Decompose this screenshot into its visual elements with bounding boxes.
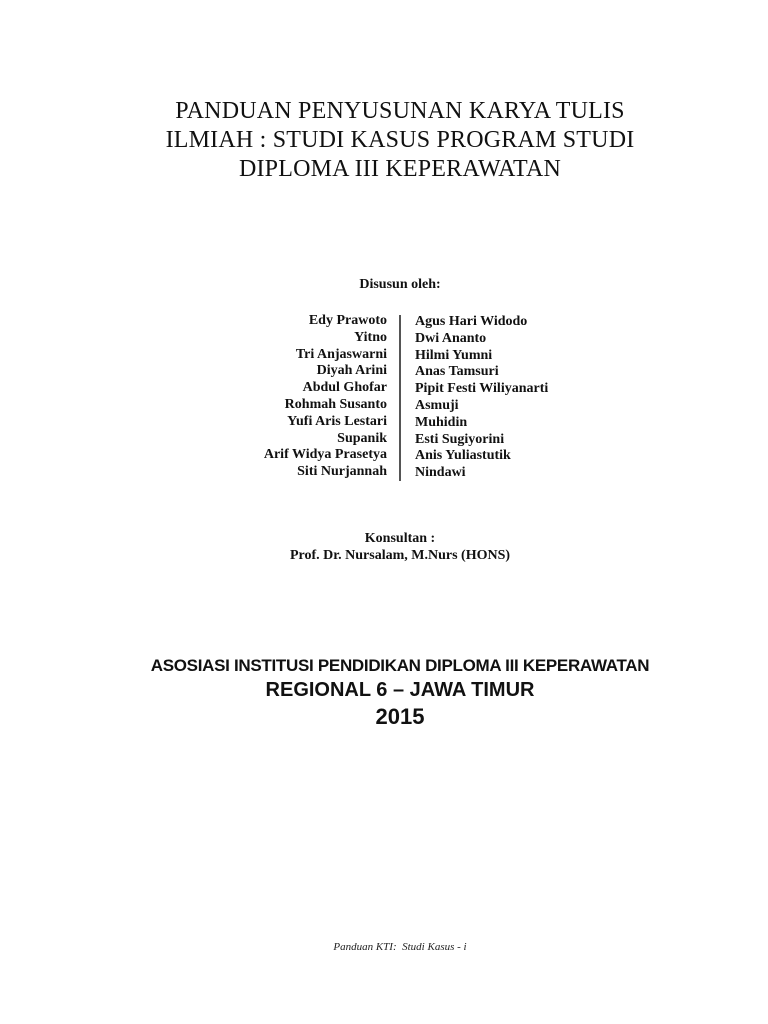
author-name: Pipit Festi Wiliyanarti <box>415 381 549 397</box>
title-line-1: PANDUAN PENYUSUNAN KARYA TULIS <box>175 98 625 124</box>
author-name: Anas Tamsuri <box>415 364 499 380</box>
page-footer: Panduan KTI: Studi Kasus - i <box>333 941 467 953</box>
author-name: Siti Nurjannah <box>297 464 387 480</box>
publication-year: 2015 <box>375 704 425 729</box>
document-title <box>0 97 768 184</box>
authors-right-column <box>415 314 548 482</box>
author-name: Diyah Arini <box>316 363 387 379</box>
author-name: Asmuji <box>415 397 459 413</box>
byline-label: Disusun oleh: <box>359 277 441 292</box>
institution-region: REGIONAL 6 – JAWA TIMUR <box>265 679 535 701</box>
title-line-2: ILMIAH : STUDI KASUS PROGRAM STUDI <box>165 127 635 153</box>
author-name: Tri Anjaswarni <box>295 346 387 362</box>
institution-block <box>0 655 768 731</box>
author-name: Edy Prawoto <box>308 313 387 328</box>
author-name: Hilmi Yumni <box>415 347 493 363</box>
author-name: Agus Hari Widodo <box>415 314 528 329</box>
column-divider <box>399 315 401 481</box>
author-name: Dwi Ananto <box>415 330 487 346</box>
author-name: Yitno <box>354 329 387 345</box>
author-name: Supanik <box>337 430 387 446</box>
author-name: Yufi Aris Lestari <box>287 413 387 429</box>
title-line-3: DIPLOMA III KEPERAWATAN <box>238 156 562 182</box>
author-name: Muhidin <box>415 414 468 430</box>
author-name: Nindawi <box>415 465 466 481</box>
author-name: Abdul Ghofar <box>302 380 387 396</box>
consultant-label: Konsultan : <box>364 531 436 546</box>
institution-name: ASOSIASI INSTITUSI PENDIDIKAN DIPLOMA III KEPERAWATAN <box>150 656 650 675</box>
author-name: Arif Widya Prasetya <box>263 447 387 463</box>
consultant-name: Prof. Dr. Nursalam, M.Nurs (HONS) <box>289 548 511 563</box>
author-name: Anis Yuliastutik <box>415 448 511 464</box>
authors-left-column <box>264 313 387 481</box>
consultant-block <box>0 530 768 564</box>
author-name: Rohmah Susanto <box>284 396 387 412</box>
author-name: Esti Sugiyorini <box>415 431 505 447</box>
